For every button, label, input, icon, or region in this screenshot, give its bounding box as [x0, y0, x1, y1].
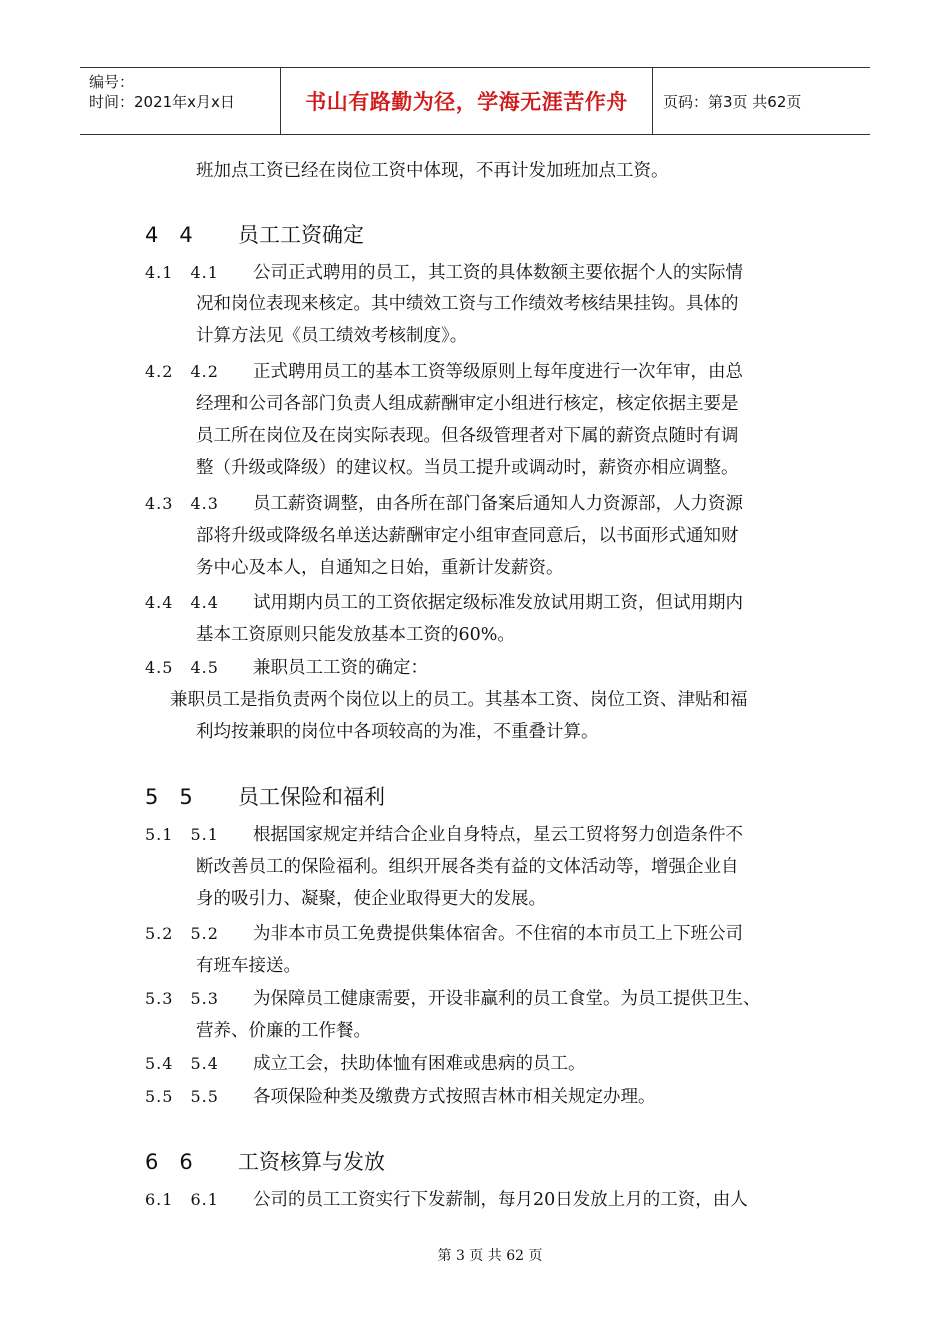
section-6-title: 工资核算与发放: [238, 1150, 385, 1174]
item-5-3-line-2: 营养、价廉的工作餐。: [196, 1021, 371, 1041]
item-5-4-line-1: 成立工会，扶助体恤有困难或患病的员工。: [253, 1054, 586, 1074]
item-5-1-line-3: 身的吸引力、凝聚，使企业取得更大的发展。: [196, 889, 546, 909]
section-5-title: 员工保险和福利: [238, 785, 385, 809]
item-5-5-line-1: 各项保险种类及缴费方式按照吉林市相关规定办理。: [253, 1087, 656, 1107]
item-4-2-line-4: 整（升级或降级）的建议权。当员工提升或调动时，薪资亦相应调整。: [196, 458, 739, 478]
section-4-title: 员工工资确定: [238, 223, 364, 247]
item-4-4-number: 4.4 4.4: [145, 593, 219, 612]
header-page-info: 页码：第3页 共62页: [663, 92, 802, 111]
item-4-3-number: 4.3 4.3: [145, 494, 219, 513]
item-4-1-number: 4.1 4.1: [145, 263, 219, 282]
section-6-number: 6 6: [145, 1150, 193, 1174]
item-5-3-line-1: 为保障员工健康需要，开设非赢利的员工食堂。为员工提供卫生、: [253, 989, 761, 1009]
item-5-1-line-1: 根据国家规定并结合企业自身特点，星云工贸将努力创造条件不: [253, 825, 743, 845]
item-5-4-number: 5.4 5.4: [145, 1054, 219, 1073]
item-4-4-line-2: 基本工资原则只能发放基本工资的60%。: [196, 625, 515, 645]
item-4-3-line-2: 部将升级或降级名单送达薪酬审定小组审查同意后，以书面形式通知财: [196, 526, 739, 546]
item-4-3-line-1: 员工薪资调整，由各所在部门备案后通知人力资源部，人力资源: [253, 494, 743, 514]
item-4-2-line-3: 员工所在岗位及在岗实际表现。但各级管理者对下属的薪资点随时有调: [196, 426, 739, 446]
item-6-1-line-1: 公司的员工工资实行下发薪制，每月20日发放上月的工资，由人: [253, 1190, 748, 1210]
header-meta: [80, 68, 280, 134]
item-4-5-number: 4.5 4.5: [145, 658, 219, 677]
header-motto: 书山有路勤为径，学海无涯苦作舟: [280, 68, 653, 134]
item-5-1-line-2: 断改善员工的保险福利。组织开展各类有益的文体活动等，增强企业自: [196, 857, 739, 877]
item-4-3-line-3: 务中心及本人，自通知之日始，重新计发薪资。: [196, 558, 564, 578]
intro-line: 班加点工资已经在岗位工资中体现，不再计发加班加点工资。: [196, 161, 669, 181]
page-footer: 第 3 页 共 62 页: [437, 1248, 543, 1264]
item-4-5-line-1: 兼职员工工资的确定：: [253, 658, 428, 678]
item-5-2-line-2: 有班车接送。: [196, 956, 301, 976]
item-4-2-line-1: 正式聘用员工的基本工资等级原则上每年度进行一次年审，由总: [253, 362, 743, 382]
page-header: [80, 67, 870, 135]
item-6-1-number: 6.1 6.1: [145, 1190, 219, 1209]
item-4-2-number: 4.2 4.2: [145, 362, 219, 381]
item-4-4-line-1: 试用期内员工的工资依据定级标准发放试用期工资，但试用期内: [253, 593, 743, 613]
number-label: 编号：: [89, 73, 135, 91]
item-4-1-line-1: 公司正式聘用的员工，其工资的具体数额主要依据个人的实际情: [253, 263, 743, 283]
item-5-2-line-1: 为非本市员工免费提供集体宿舍。不住宿的本市员工上下班公司: [253, 924, 743, 944]
item-4-2-line-2: 经理和公司各部门负责人组成薪酬审定小组进行核定，核定依据主要是: [196, 394, 739, 414]
date-line: 时间：2021年x月x日: [89, 93, 235, 111]
parttime-line-1: 兼职员工是指负责两个岗位以上的员工。其基本工资、岗位工资、津贴和福: [170, 690, 748, 710]
item-5-1-number: 5.1 5.1: [145, 825, 219, 844]
section-4-number: 4 4: [145, 223, 193, 247]
item-5-2-number: 5.2 5.2: [145, 924, 219, 943]
item-4-1-line-3: 计算方法见《员工绩效考核制度》。: [196, 326, 468, 346]
item-4-1-line-2: 况和岗位表现来核定。其中绩效工资与工作绩效考核结果挂钩。具体的: [196, 294, 739, 314]
item-5-3-number: 5.3 5.3: [145, 989, 219, 1008]
item-5-5-number: 5.5 5.5: [145, 1087, 219, 1106]
section-5-number: 5 5: [145, 785, 193, 809]
parttime-line-2: 利均按兼职的岗位中各项较高的为准，不重叠计算。: [196, 722, 599, 742]
